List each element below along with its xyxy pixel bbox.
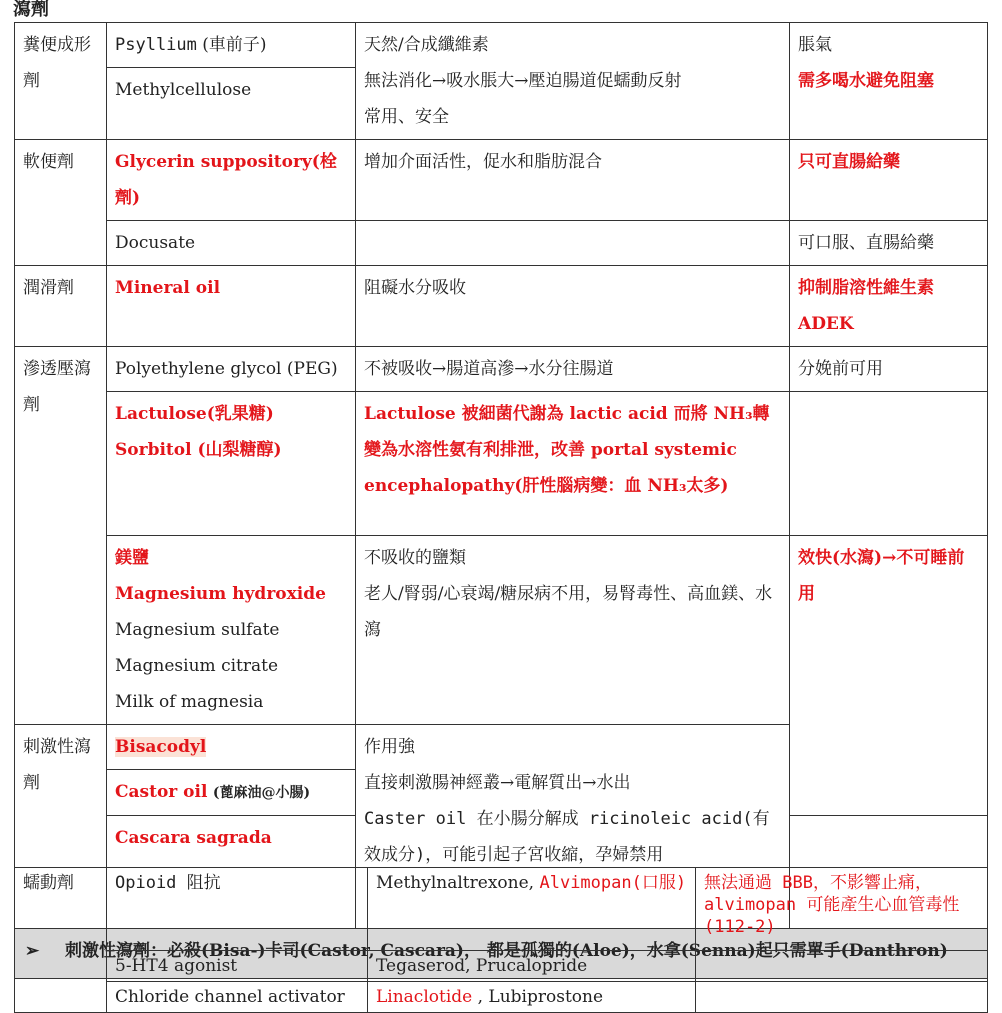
drug-cell: Castor oil (蓖麻油@小腸) [107, 770, 356, 816]
drug-cell: Bisacodyl [107, 725, 356, 770]
mnemonic-cell: ➢ 刺激性瀉劑：必殺(Bisa-)卡司(Castor, Cascara)， 都是孤獨的(Aloe)，水拿(Senna)起只需單手(Danthron) [15, 929, 988, 979]
drug-cell: Psyllium (車前子) [107, 23, 356, 68]
drug-cell: Lactulose(乳果糖) Sorbitol (山梨糖醇) [107, 392, 356, 536]
mechanism-cell: Linaclotide , Lubiprostone [368, 982, 696, 1013]
note-cell: 只可直腸給藥 [790, 140, 988, 221]
drug-cell: Opioid 阻抗 [107, 868, 368, 951]
drug-cell: Cascara sagrada [107, 816, 356, 929]
table-row [15, 951, 988, 982]
bullet-arrow: ➢ [25, 941, 40, 961]
mechanism-cell: 不吸收的鹽類 老人/腎弱/心衰竭/糖尿病不用，易腎毒性、高血鎂、水瀉 [356, 536, 790, 725]
category-cell: 糞便成形劑 [15, 23, 107, 140]
mechanism-cell: Tegaserod, Prucalopride [368, 951, 696, 982]
table-row [15, 868, 988, 951]
note-cell [696, 951, 988, 982]
mechanism-cell: Lactulose 被細菌代謝為 lactic acid 而將 NH₃轉變為水溶性氨有利排泄，改善 portal systemic encephalopathy(肝性腦病變：血 NH₃太多) [356, 392, 790, 536]
note-cell [790, 392, 988, 536]
drug-cell: 5-HT4 agonist [107, 951, 368, 982]
table-row [15, 536, 988, 725]
note-cell: 可口服、直腸給藥 [790, 221, 988, 266]
table-row [15, 347, 988, 392]
mechanism-cell: 阻礙水分吸收 [356, 266, 790, 347]
mechanism-cell: 增加介面活性，促水和脂肪混合 [356, 140, 790, 221]
drug-cell: Chloride channel activator [107, 982, 368, 1013]
table-row [15, 140, 988, 221]
drug-cell: 鎂鹽 Magnesium hydroxide Magnesium sulfate Magnesium citrate Milk of magnesia [107, 536, 356, 725]
mechanism-cell: Methylnaltrexone, Alvimopan(口服) [368, 868, 696, 951]
category-cell: 刺激性瀉劑 [15, 725, 107, 929]
category-cell: 滲透壓瀉劑 [15, 347, 107, 725]
note-cell: 脹氣 需多喝水避免阻塞 [790, 23, 988, 140]
category-cell: 軟便劑 [15, 140, 107, 266]
mechanism-cell: 不被吸收→腸道高滲→水分往腸道 [356, 347, 790, 392]
laxative-table [14, 22, 988, 979]
page-title: 瀉劑 [13, 0, 49, 20]
drug-cell: Polyethylene glycol (PEG) [107, 347, 356, 392]
prokinetic-table [14, 867, 988, 1013]
drug-cell: Methylcellulose [107, 68, 356, 140]
note-cell: 無法通過 BBB，不影響止痛，alvimopan 可能產生心血管毒性(112-2) [696, 868, 988, 951]
table-row [15, 392, 988, 536]
table-row [15, 23, 988, 68]
note-cell: 分娩前可用 [790, 347, 988, 392]
category-cell: 蠕動劑 [15, 868, 107, 1013]
note-cell [696, 982, 988, 1013]
mechanism-cell: 天然/合成纖維素 無法消化→吸水脹大→壓迫腸道促蠕動反射 常用、安全 [356, 23, 790, 140]
note-cell: 抑制脂溶性維生素 ADEK [790, 266, 988, 347]
drug-cell: Docusate [107, 221, 356, 266]
table-row [15, 221, 988, 266]
drug-cell: Mineral oil [107, 266, 356, 347]
mechanism-cell [356, 221, 790, 266]
table-row [15, 266, 988, 347]
mechanism-cell: 作用強 直接刺激腸神經叢→電解質出→水出 Caster oil 在小腸分解成 ricinoleic acid(有效成分)，可能引起子宮收縮，孕婦禁用 [356, 725, 790, 929]
category-cell: 潤滑劑 [15, 266, 107, 347]
drug-cell: Glycerin suppository(栓劑) [107, 140, 356, 221]
table-row [15, 982, 988, 1013]
note-cell: 效快(水瀉)→不可睡前用 [790, 536, 988, 816]
